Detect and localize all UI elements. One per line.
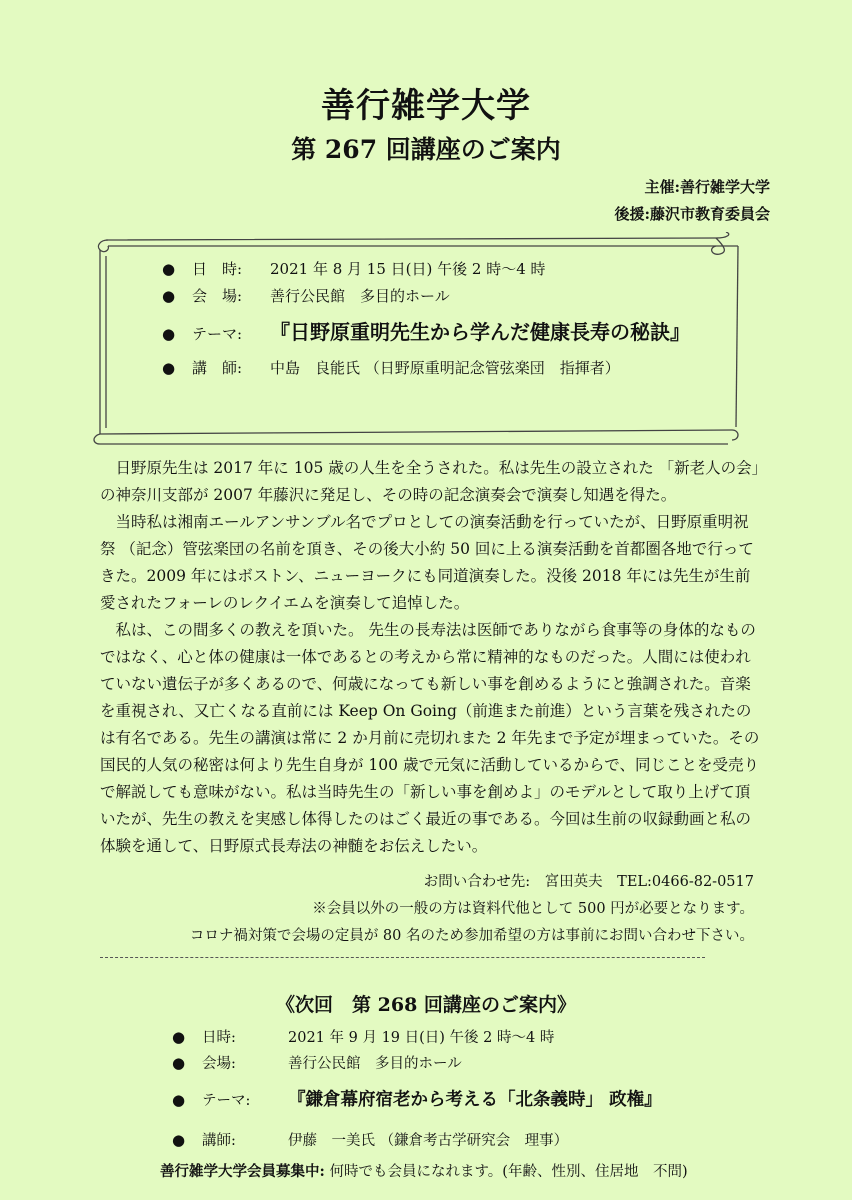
venue-value: 善行公民館 多目的ホール: [270, 287, 450, 305]
next-date-label: 日時:: [202, 1030, 236, 1046]
date-value: 2021 年 8 月 15 日(日) 午後 2 時～4 時: [270, 260, 546, 278]
bullet-icon: ●: [172, 1028, 186, 1046]
next-speaker-value: 伊藤 一美氏 （鎌倉考古学研究会 理事）: [288, 1133, 569, 1149]
date-label: 日 時:: [192, 260, 243, 278]
event-date-row: [162, 258, 546, 279]
next-theme-row: [172, 1086, 662, 1111]
bullet-icon: ●: [162, 287, 176, 305]
next-speaker-label: 講師:: [202, 1133, 236, 1149]
next-lecture-title: 《次回 第 268 回講座のご案内》: [276, 994, 576, 1016]
next-theme-value: 『鎌倉幕府宿老から考える「北条義時」 政権』: [288, 1090, 662, 1110]
bullet-icon: ●: [172, 1131, 186, 1149]
paragraph-2: 当時私は湘南エールアンサンブル名でプロとしての演奏活動を行っていたが、日野原重明祝祭 （記念）管弦楽団の名前を頂き、その後大小約 50 回に上る演奏活動を首都圏各地で行ってきた。2009 年にはボストン、ニューヨークにも同道演奏した。没後 2018 年には先生が生前愛されたフォーレのレクイエムを演奏して追悼した。: [100, 513, 754, 612]
venue-label: 会 場:: [192, 287, 243, 305]
covid-note: コロナ禍対策で会場の定員が 80 名のため参加希望の方は事前にお問い合わせ下さい。: [189, 928, 754, 944]
inquiry-contact: お問い合わせ先: 宮田英夫 TEL:0466-82-0517: [423, 874, 754, 890]
fee-note: ※会員以外の一般の方は資料代他として 500 円が必要となります。: [312, 901, 754, 917]
bullet-icon: ●: [162, 325, 176, 343]
bullet-icon: ●: [162, 359, 176, 377]
lecture-subtitle: 第 267 回講座のご案内: [291, 135, 561, 164]
next-venue-row: [172, 1052, 462, 1073]
supporter: 後援:藤沢市教育委員会: [614, 205, 770, 223]
next-venue-label: 会場:: [202, 1056, 236, 1072]
organizer: 主催:善行雑学大学: [644, 178, 770, 196]
page-title: 善行雑学大学: [321, 86, 531, 126]
member-recruitment: [160, 1160, 688, 1181]
bullet-icon: ●: [162, 260, 176, 278]
paragraph-3: 私は、この間多くの教えを頂いた。 先生の長寿法は医師でありながら食事等の身体的なものではなく、心と体の健康は一体であるとの考えから常に精神的なものだった。人間には使われていない遺伝子が多くあるので、何歳になっても新しい事を創めるようにと強調された。音楽を重視され、又亡くなる直前には Keep On Going（前進また前進）という言葉を残されたのは有名である。先生の講演は常に 2 か月前に売切れまた 2 年先まで予定が埋まっていた。その国民的人気の秘密は何より先生自身が 100 歳で元気に活動しているからで、同じことを受売りで解説しても意味がない。私は当時先生の「新しい事を創めよ」のモデルとして取り上げて頂いたが、先生の教えを実感し体得したのはごく最近の事である。今回は生前の収録動画と私の体験を通して、日野原式長寿法の神髄をお伝えしたい。: [100, 621, 760, 855]
section-divider: [100, 957, 705, 958]
lecture-description: [100, 455, 760, 860]
next-date-value: 2021 年 9 月 19 日(日) 午後 2 時～4 時: [288, 1030, 555, 1046]
speaker-label: 講 師:: [192, 359, 243, 377]
next-speaker-row: [172, 1129, 568, 1150]
event-venue-row: [162, 285, 450, 306]
paragraph-1: 日野原先生は 2017 年に 105 歳の人生を全うされた。私は先生の設立された 「新老人の会」の神奈川支部が 2007 年藤沢に発足し、その時の記念演奏会で演奏し知遇を得た。: [100, 459, 760, 504]
next-theme-label: テーマ:: [202, 1093, 251, 1109]
recruit-text: 何時でも会員になれます。(年齢、性別、住居地 不問): [329, 1164, 688, 1180]
event-speaker-row: [162, 357, 620, 378]
theme-label: テーマ:: [192, 325, 243, 343]
bullet-icon: ●: [172, 1054, 186, 1072]
recruit-label: 善行雑学大学会員募集中:: [160, 1163, 325, 1180]
next-venue-value: 善行公民館 多目的ホール: [288, 1056, 462, 1072]
next-date-row: [172, 1026, 554, 1047]
speaker-value: 中島 良能氏 （日野原重明記念管弦楽団 指揮者）: [270, 359, 620, 377]
theme-value: 『日野原重明先生から学んだ健康長寿の秘訣』: [270, 320, 690, 344]
bullet-icon: ●: [172, 1091, 186, 1109]
event-theme-row: [162, 316, 690, 345]
